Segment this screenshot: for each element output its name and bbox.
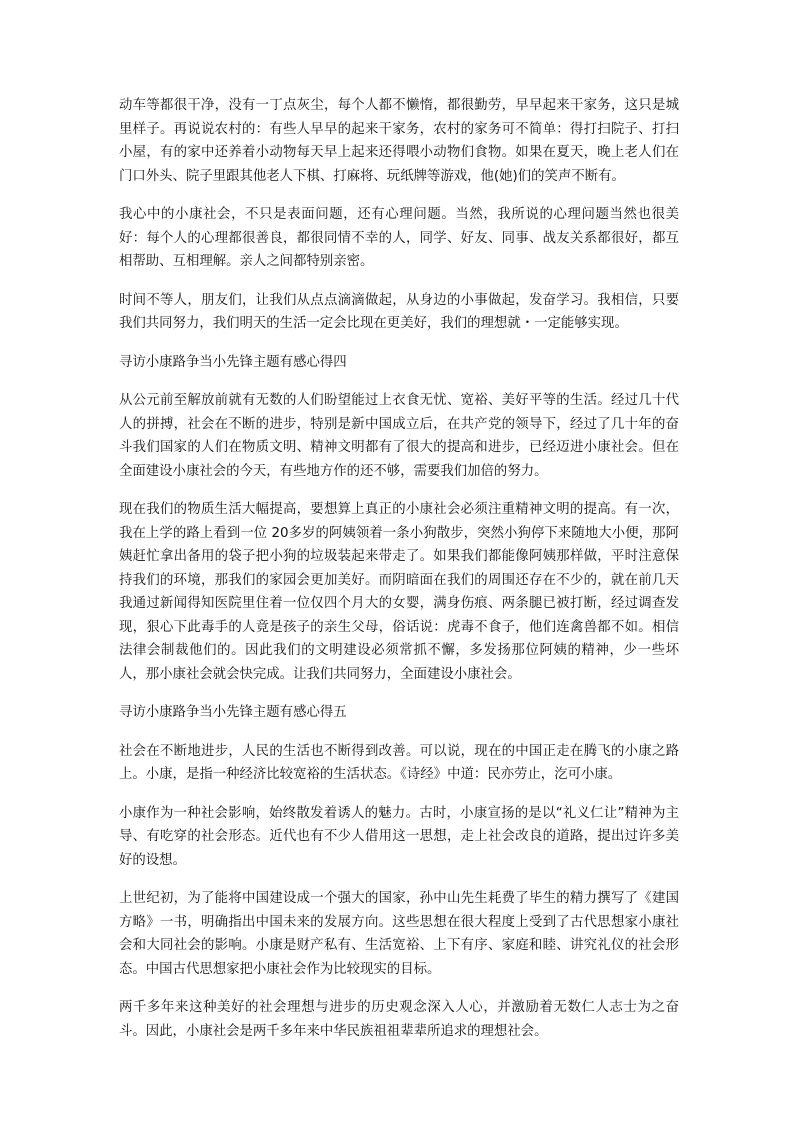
paragraph-history-struggle: 从公元前至解放前就有无数的人们盼望能过上衣食无忧、宽裕、美好平等的生活。经过几十代人的拼搏，社会在不断的进步，特别是新中国成立后，在共产党的领导下，经过了几十年的奋斗我们国家的人们在物质文明、精神文明都有了很大的提高和进步，已经迈进小康社会。但在全面建设小康社会的今天，有些地方作的还不够，需要我们加倍的努力。 [119,393,679,479]
paragraph-society-progress: 社会在不断地进步，人民的生活也不断得到改善。可以说，现在的中国正走在腾飞的小康之路上。小康，是指一种经济比较宽裕的生活状态。《诗经》中道：民亦劳止，汔可小康。 [119,743,679,782]
paragraph-inner-xiaokang: 我心中的小康社会，不只是表面问题，还有心理问题。当然，我所说的心理问题当然也很美好：每个人的心理都很善良，都很同情不幸的人，同学、好友、同事、战友关系都很好，都互相帮助、互相理解。亲人之间都特别亲密。 [119,207,679,269]
paragraph-spiritual-civilization: 现在我们的物质生活大幅提高，要想算上真正的小康社会必须注重精神文明的提高。有一次，我在上学的路上看到一位 20多岁的阿姨领着一条小狗散步，突然小狗停下来随地大小便，那阿姨赶忙拿出备用的袋子把小狗的垃圾装起来带走了。如果我们都能像阿姨那样做，平时注意保持我们的环境，那我们的家园会更加美好。而阴暗面在我们的周围还存在不少的，就在前几天我通过新闻得知医院里住着一位仅四个月大的女婴，满身伤痕、两条腿已被打断，经过调查发现，狠心下此毒手的人竟是孩子的亲生父母，俗话说：虎毒不食子，他们连禽兽都不如。相信法律会制裁他们的。因此我们的文明建设必须常抓不懈，多发扬那位阿姨的精神，少一些坏人，那小康社会就会快完成。让我们共同努力，全面建设小康社会。 [119,502,679,682]
paragraph-city-and-village: 动车等都很干净，没有一丁点灰尘，每个人都不懒惰，都很勤劳，早早起来干家务，这只是城里样子。再说说农村的：有些人早早的起来干家务，农村的家务可不简单：得打扫院子、打扫小屋，有的家中还养着小动物每天早上起来还得喂小动物们食物。如果在夏天，晚上老人们在门口外头、院子里跟其他老人下棋、打麻将、玩纸牌等游戏，他(她)们的笑声不断有。 [119,98,679,184]
paragraph-two-thousand-years: 两千多年来这种美好的社会理想与进步的历史观念深入人心，并激励着无数仁人志士为之奋斗。因此，小康社会是两千多年来中华民族祖祖辈辈所追求的理想社会。 [119,1000,679,1039]
document-body [119,94,679,1058]
section-heading-five: 寻访小康路争当小先锋主题有感心得五 [119,705,347,720]
paragraph-xiaokang-influence: 小康作为一种社会影响，始终散发着诱人的魅力。古时，小康宣扬的是以“礼义仁让”精神为主导、有吃穿的社会形态。近代也有不少人借用这一思想，走上社会改良的道路，提出过许多美好的设想。 [119,805,679,868]
paragraph-sun-yat-sen: 上世纪初，为了能将中国建设成一个强大的国家，孙中山先生耗费了毕生的精力撰写了《建国方略》一书，明确指出中国未来的发展方向。这些思想在很大程度上受到了古代思想家小康社会和大同社会的影响。小康是财产私有、生活宽裕、上下有序、家庭和睦、讲究礼仪的社会形态。中国古代思想家把小康社会作为比较现实的目标。 [119,891,679,977]
section-heading-four: 寻访小康路争当小先锋主题有感心得四 [119,354,347,370]
paragraph-time-waits: 时间不等人，朋友们，让我们从点点滴滴做起，从身边的小事做起，发奋学习。我相信，只要我们共同努力，我们明天的生活一定会比现在更美好，我们的理想就・一定能够实现。 [119,292,679,331]
